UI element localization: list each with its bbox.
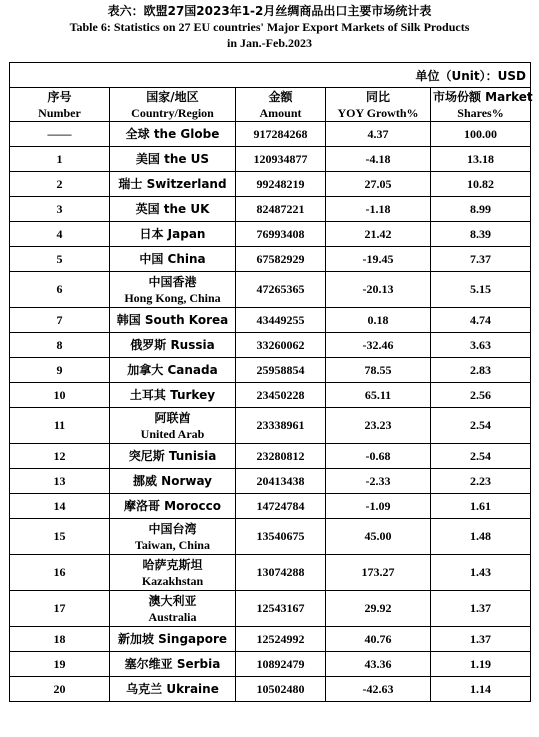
cell-share: 13.18 (431, 147, 531, 172)
country-name-line: 加拿大 Canada (127, 363, 218, 377)
cell-country (110, 494, 236, 519)
country-name-line: 塞尔维亚 Serbia (124, 657, 221, 671)
header-yoy-en: YOY Growth% (337, 105, 419, 120)
cell-yoy: -2.33 (326, 469, 431, 494)
cell-country (110, 383, 236, 408)
table-row (10, 308, 531, 333)
table-row (10, 494, 531, 519)
country-name-line: 阿联酋 (154, 410, 191, 425)
cell-share: 2.56 (431, 383, 531, 408)
country-name-line-2: United Arab (140, 426, 205, 441)
cell-country (110, 147, 236, 172)
cell-share: 1.14 (431, 677, 531, 702)
table-row (10, 591, 531, 627)
cell-country (110, 627, 236, 652)
cell-yoy: 27.05 (326, 172, 431, 197)
header-share (431, 88, 531, 122)
table-row (10, 197, 531, 222)
table-row (10, 519, 531, 555)
country-name-line: 摩洛哥 Morocco (124, 499, 221, 513)
cell-yoy: -20.13 (326, 272, 431, 308)
cell-number: 1 (10, 147, 110, 172)
cell-number: 4 (10, 222, 110, 247)
cell-number: 17 (10, 591, 110, 627)
header-number-zh: 序号 (47, 89, 72, 104)
cell-yoy: 65.11 (326, 383, 431, 408)
cell-number: 15 (10, 519, 110, 555)
country-name-line: 乌克兰 Ukraine (126, 682, 219, 696)
cell-number: 10 (10, 383, 110, 408)
cell-country (110, 172, 236, 197)
cell-amount: 99248219 (236, 172, 326, 197)
cell-yoy: 4.37 (326, 122, 431, 147)
header-row (10, 88, 531, 122)
cell-amount: 120934877 (236, 147, 326, 172)
cell-number: 7 (10, 308, 110, 333)
cell-number: 14 (10, 494, 110, 519)
cell-amount: 23280812 (236, 444, 326, 469)
table-row (10, 122, 531, 147)
cell-amount: 10892479 (236, 652, 326, 677)
table-row (10, 652, 531, 677)
unit-label: 单位（Unit）：USD (10, 63, 531, 88)
table-title-en: Table 6: Statistics on 27 EU countries' Major Export Markets of Silk Products (69, 20, 470, 34)
cell-amount: 43449255 (236, 308, 326, 333)
cell-number: 3 (10, 197, 110, 222)
header-country (110, 88, 236, 122)
country-name-line-2: Hong Kong, China (124, 290, 221, 305)
cell-amount: 23338961 (236, 408, 326, 444)
table-title-period: in Jan.-Feb.2023 (226, 36, 312, 50)
cell-share: 1.37 (431, 591, 531, 627)
cell-country (110, 358, 236, 383)
cell-amount: 33260062 (236, 333, 326, 358)
cell-amount: 23450228 (236, 383, 326, 408)
country-name-line: 新加坡 Singapore (117, 632, 228, 646)
country-name-line: 挪威 Norway (132, 474, 213, 488)
cell-amount: 10502480 (236, 677, 326, 702)
country-name-line: 中国 China (139, 252, 206, 266)
cell-yoy: -19.45 (326, 247, 431, 272)
header-amount-zh: 金额 (268, 89, 293, 104)
cell-number: 8 (10, 333, 110, 358)
header-amount (236, 88, 326, 122)
table-row (10, 147, 531, 172)
country-name-line: 全球 the Globe (125, 127, 220, 141)
table-row (10, 358, 531, 383)
cell-amount: 12543167 (236, 591, 326, 627)
cell-yoy: 23.23 (326, 408, 431, 444)
cell-country (110, 444, 236, 469)
header-number-en: Number (38, 105, 81, 120)
cell-amount: 47265365 (236, 272, 326, 308)
cell-number: —— (10, 122, 110, 147)
cell-number: 19 (10, 652, 110, 677)
header-share-en: Shares% (457, 105, 504, 120)
country-name-line: 中国香港 (148, 274, 197, 289)
cell-number: 12 (10, 444, 110, 469)
header-number (10, 88, 110, 122)
country-name-line: 中国台湾 (148, 521, 197, 536)
cell-amount: 13540675 (236, 519, 326, 555)
country-name-line-2: Taiwan, China (135, 537, 210, 552)
cell-share: 4.74 (431, 308, 531, 333)
table-title-block (0, 0, 539, 51)
header-yoy (326, 88, 431, 122)
cell-country (110, 247, 236, 272)
cell-number: 6 (10, 272, 110, 308)
header-share-zh: 市场份额 Market (433, 89, 533, 104)
table-row (10, 408, 531, 444)
table-row (10, 677, 531, 702)
cell-number: 20 (10, 677, 110, 702)
cell-yoy: -4.18 (326, 147, 431, 172)
unit-row (10, 63, 531, 88)
cell-number: 2 (10, 172, 110, 197)
table-row (10, 444, 531, 469)
cell-country (110, 272, 236, 308)
cell-country (110, 197, 236, 222)
cell-number: 5 (10, 247, 110, 272)
cell-share: 2.54 (431, 408, 531, 444)
cell-amount: 82487221 (236, 197, 326, 222)
cell-share: 2.23 (431, 469, 531, 494)
table-row (10, 627, 531, 652)
export-markets-table (9, 62, 531, 702)
table-row (10, 222, 531, 247)
cell-number: 18 (10, 627, 110, 652)
table-row (10, 555, 531, 591)
cell-share: 1.43 (431, 555, 531, 591)
cell-share: 1.37 (431, 627, 531, 652)
cell-number: 9 (10, 358, 110, 383)
cell-amount: 76993408 (236, 222, 326, 247)
cell-yoy: 43.36 (326, 652, 431, 677)
cell-yoy: 173.27 (326, 555, 431, 591)
country-name-line: 英国 the UK (135, 202, 210, 216)
country-name-line: 韩国 South Korea (116, 313, 229, 327)
table-row (10, 247, 531, 272)
cell-country (110, 308, 236, 333)
cell-country (110, 519, 236, 555)
cell-country (110, 122, 236, 147)
cell-yoy: -32.46 (326, 333, 431, 358)
cell-number: 11 (10, 408, 110, 444)
header-yoy-zh: 同比 (365, 89, 390, 104)
cell-share: 1.48 (431, 519, 531, 555)
country-name-line: 哈萨克斯坦 (142, 557, 203, 572)
cell-share: 8.99 (431, 197, 531, 222)
cell-number: 13 (10, 469, 110, 494)
cell-yoy: 21.42 (326, 222, 431, 247)
cell-amount: 13074288 (236, 555, 326, 591)
country-name-line: 突尼斯 Tunisia (128, 449, 217, 463)
cell-amount: 25958854 (236, 358, 326, 383)
cell-share: 10.82 (431, 172, 531, 197)
table-row (10, 469, 531, 494)
cell-country (110, 652, 236, 677)
country-name-line: 俄罗斯 Russia (130, 338, 215, 352)
cell-yoy: -1.09 (326, 494, 431, 519)
header-country-zh: 国家/地区 (146, 89, 199, 104)
table-row (10, 333, 531, 358)
cell-country (110, 408, 236, 444)
cell-country (110, 469, 236, 494)
country-name-line: 土耳其 Turkey (129, 388, 216, 402)
table-row (10, 172, 531, 197)
cell-share: 7.37 (431, 247, 531, 272)
cell-share: 1.19 (431, 652, 531, 677)
table-title-zh: 表六：欧盟27国2023年1-2月丝绸商品出口主要市场统计表 (107, 4, 432, 18)
cell-share: 2.83 (431, 358, 531, 383)
cell-share: 1.61 (431, 494, 531, 519)
cell-country (110, 333, 236, 358)
cell-amount: 12524992 (236, 627, 326, 652)
table-row (10, 272, 531, 308)
table-row (10, 383, 531, 408)
country-name-line-2: Kazakhstan (141, 573, 204, 588)
cell-yoy: 29.92 (326, 591, 431, 627)
cell-country (110, 555, 236, 591)
cell-amount: 917284268 (236, 122, 326, 147)
cell-yoy: 0.18 (326, 308, 431, 333)
cell-yoy: 40.76 (326, 627, 431, 652)
cell-share: 8.39 (431, 222, 531, 247)
header-amount-en: Amount (259, 105, 302, 120)
cell-share: 3.63 (431, 333, 531, 358)
cell-yoy: 78.55 (326, 358, 431, 383)
cell-country (110, 677, 236, 702)
cell-country (110, 222, 236, 247)
country-name-line-2: Australia (148, 609, 197, 624)
cell-share: 2.54 (431, 444, 531, 469)
cell-yoy: -1.18 (326, 197, 431, 222)
country-name-line: 瑞士 Switzerland (118, 177, 227, 191)
country-name-line: 日本 Japan (139, 227, 206, 241)
cell-amount: 20413438 (236, 469, 326, 494)
cell-amount: 67582929 (236, 247, 326, 272)
cell-yoy: -0.68 (326, 444, 431, 469)
cell-yoy: -42.63 (326, 677, 431, 702)
cell-country (110, 591, 236, 627)
header-country-en: Country/Region (131, 105, 214, 120)
cell-amount: 14724784 (236, 494, 326, 519)
country-name-line: 澳大利亚 (148, 593, 197, 608)
cell-number: 16 (10, 555, 110, 591)
cell-share: 100.00 (431, 122, 531, 147)
cell-yoy: 45.00 (326, 519, 431, 555)
cell-share: 5.15 (431, 272, 531, 308)
country-name-line: 美国 the US (135, 152, 210, 166)
